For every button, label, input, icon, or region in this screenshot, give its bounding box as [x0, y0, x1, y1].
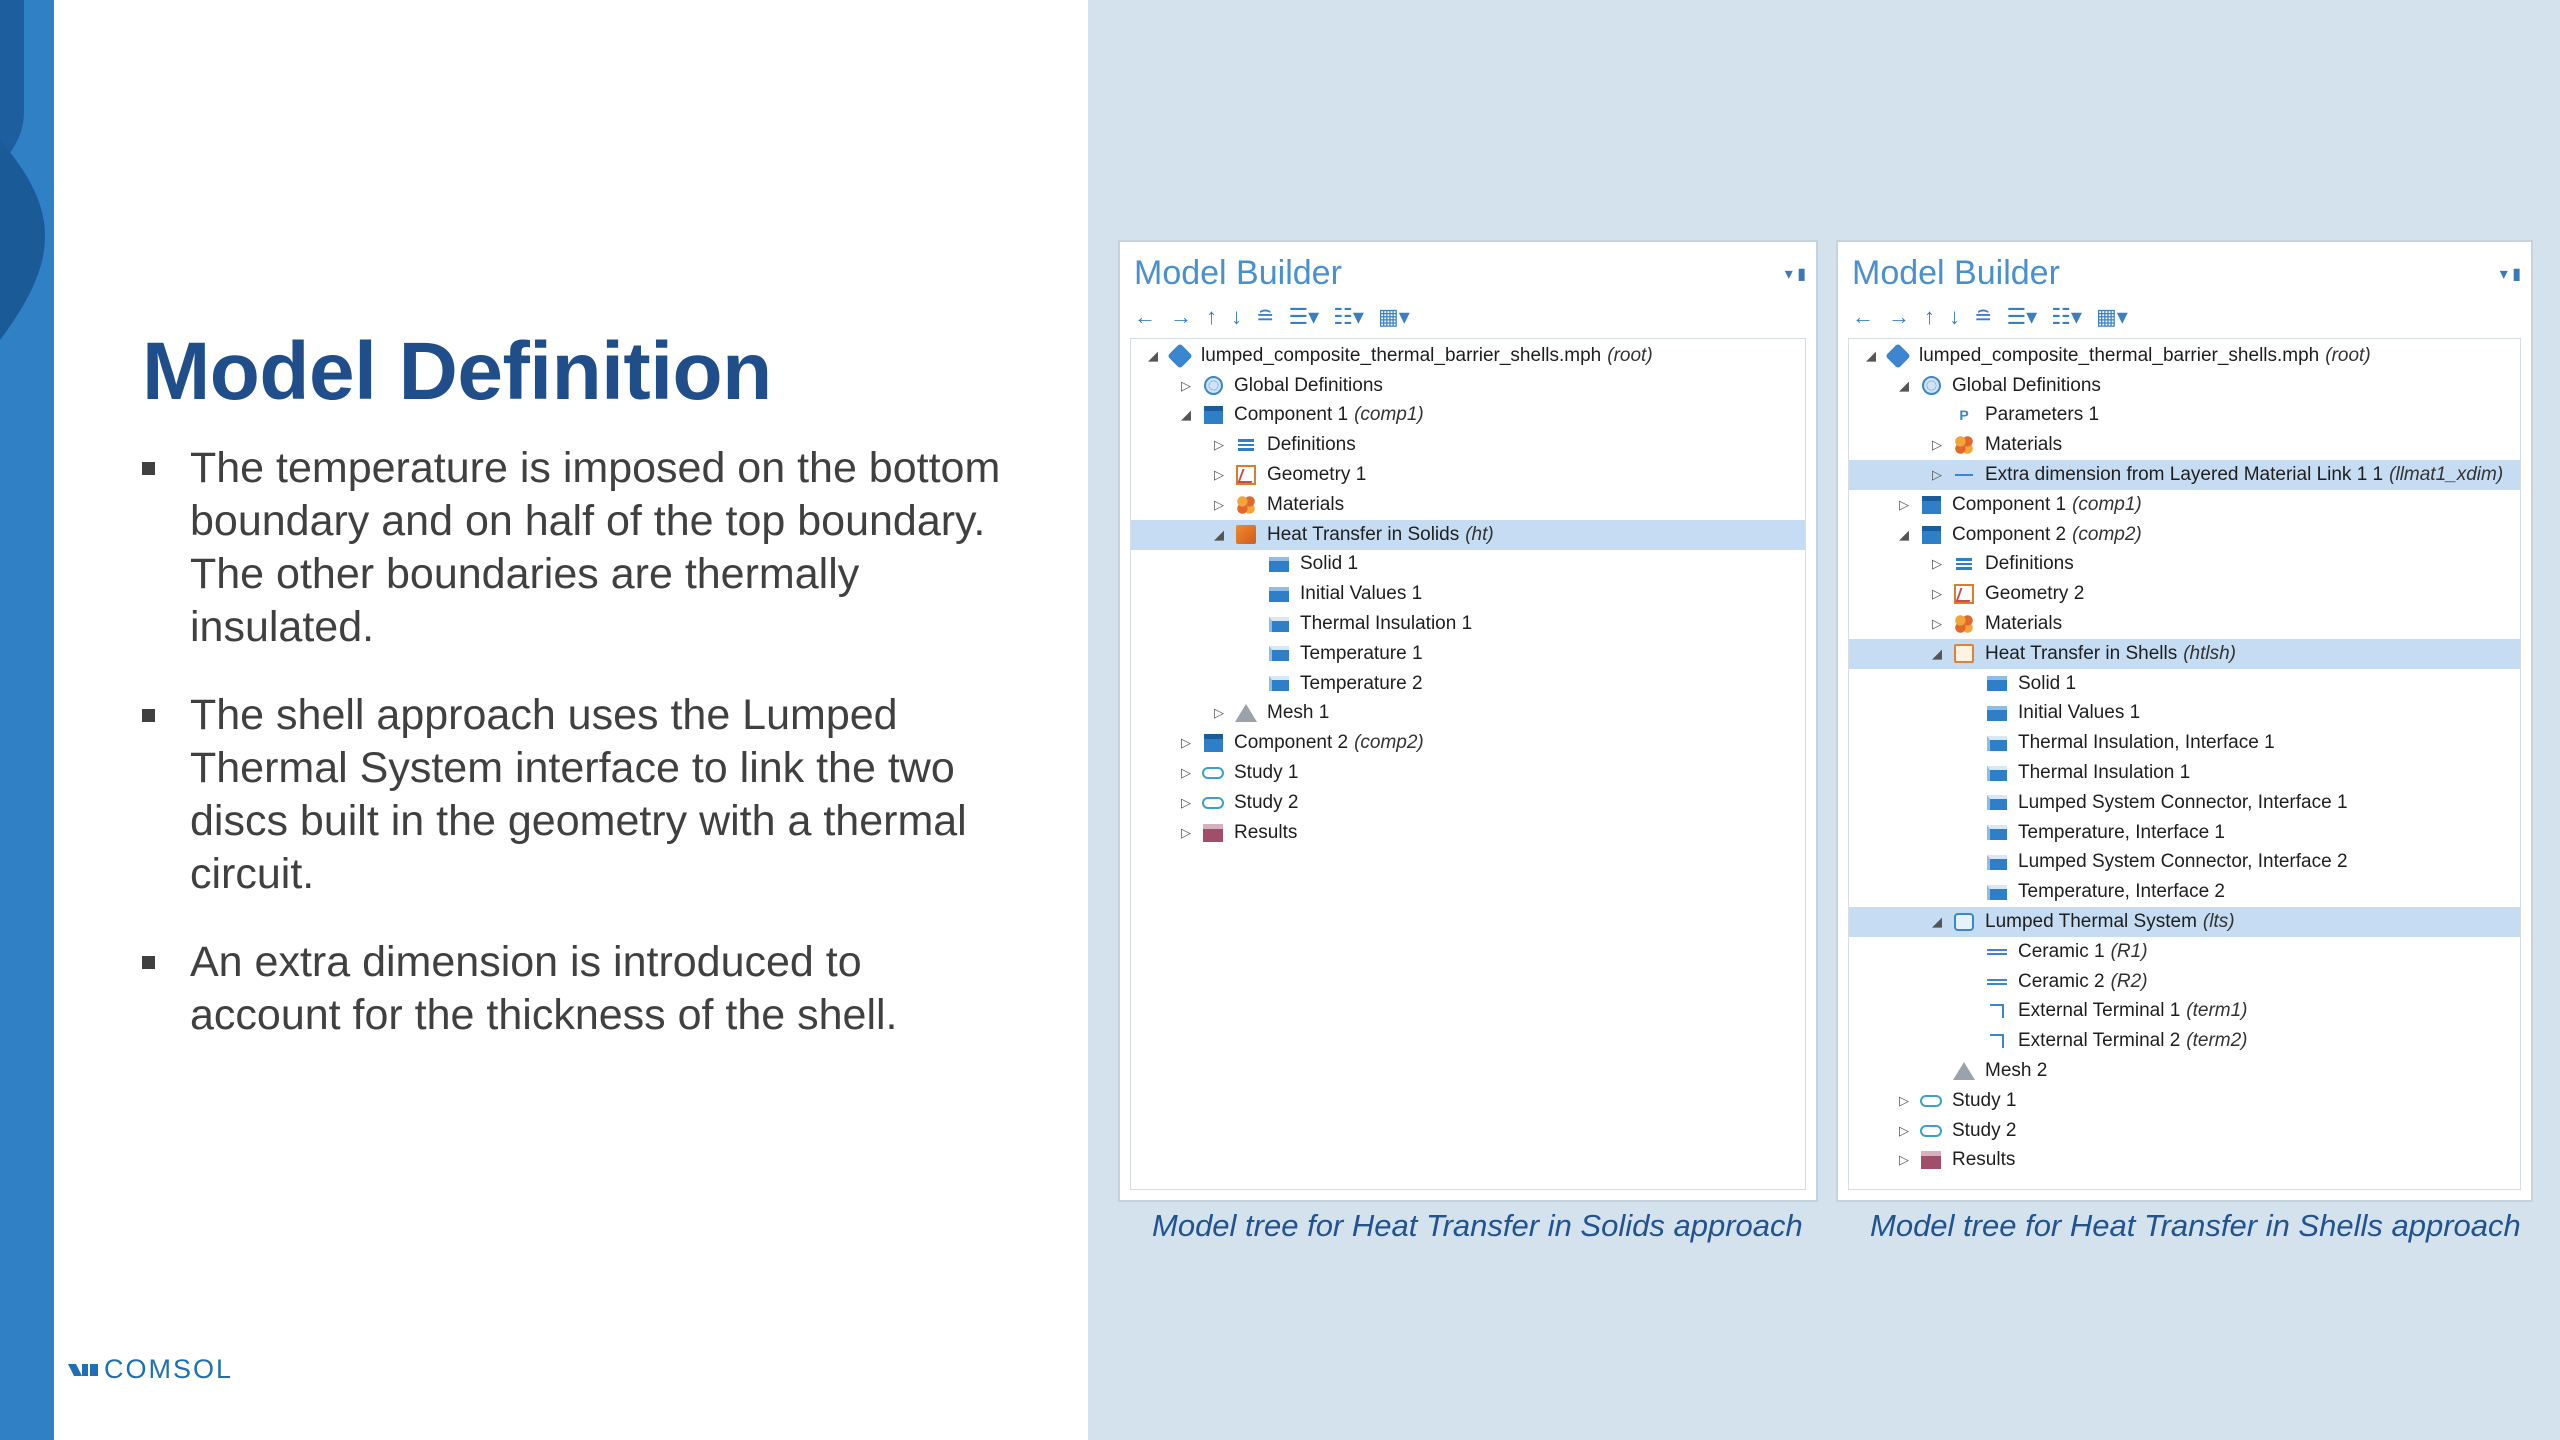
tree-node[interactable] [1849, 401, 2520, 431]
tree-node-label: Initial Values 1 [2018, 702, 2141, 724]
panel-menu-icon[interactable]: ▾ ▮ [1784, 266, 1806, 283]
tree-node[interactable] [1849, 937, 2520, 967]
tree-node[interactable] [1131, 728, 1805, 758]
tree-node[interactable] [1849, 460, 2520, 490]
tree-node[interactable] [1131, 520, 1805, 550]
show-icon[interactable]: ≘ [1974, 304, 1993, 329]
tree-node-label: Global Definitions [1952, 374, 2101, 396]
model-builder-shells [1836, 240, 2533, 1202]
bullet-marker [142, 709, 155, 722]
collapse-toggle-icon[interactable]: ▷ [1899, 1092, 1909, 1108]
expand-toggle-icon[interactable]: ◢ [1148, 347, 1158, 363]
boundary-node-icon [1986, 882, 2008, 902]
tree-node[interactable] [1131, 669, 1805, 699]
tree-node[interactable] [1849, 371, 2520, 401]
tree-node-label: Component 2 [1234, 732, 1349, 754]
tree-node-label: Lumped Thermal System [1985, 911, 2197, 933]
model-builder-solids [1118, 240, 1818, 1202]
tree-node[interactable] [1849, 967, 2520, 997]
tree-node[interactable] [1849, 520, 2520, 550]
domain-node-icon [1268, 584, 1290, 604]
bullet-list [142, 442, 1002, 1077]
bullet-item [142, 936, 1002, 1042]
terminal-icon [1986, 1001, 2008, 1021]
tree-node-label: Extra dimension from Layered Material Link 1 1 [1985, 464, 2384, 486]
expand-icon[interactable]: ☷▾ [1333, 304, 1364, 329]
grid-view-icon[interactable]: ▦▾ [2095, 304, 2128, 329]
terminal-icon [1986, 1031, 2008, 1051]
tree-node-label: Thermal Insulation 1 [1300, 613, 1473, 635]
collapse-toggle-icon[interactable]: ▷ [1181, 377, 1191, 393]
parameters-icon: P [1959, 407, 1969, 424]
component-icon [1920, 525, 1942, 545]
comsol-logo [68, 1354, 233, 1385]
boundary-node-icon [1986, 823, 2008, 843]
move-down-icon[interactable]: ↓ [1231, 304, 1242, 329]
collapse-toggle-icon[interactable]: ▷ [1181, 765, 1191, 781]
tree-node-label: Heat Transfer in Shells [1985, 642, 2178, 664]
caption-solids: Model tree for Heat Transfer in Solids approach [1152, 1208, 1803, 1243]
bullet-text: An extra dimension is introduced to account for the thickness of the shell. [190, 938, 898, 1039]
collapse-toggle-icon[interactable]: ▷ [1899, 1122, 1909, 1138]
tree-node-tag: (R1) [2110, 940, 2148, 962]
grid-view-icon[interactable]: ▦▾ [1377, 304, 1410, 329]
tree-node[interactable] [1849, 848, 2520, 878]
results-icon [1920, 1150, 1942, 1170]
collapse-toggle-icon[interactable]: ▷ [1214, 705, 1224, 721]
collapse-icon[interactable]: ☰▾ [1288, 304, 1320, 329]
tree-node-label: Mesh 2 [1985, 1060, 2048, 1082]
tree-node[interactable] [1131, 639, 1805, 669]
back-arrow-icon[interactable]: ← [1134, 304, 1156, 329]
tree-node-label: Initial Values 1 [1300, 583, 1423, 605]
panel-menu-icon[interactable]: ▾ ▮ [2499, 266, 2521, 283]
left-edge-decoration [0, 0, 54, 1440]
forward-arrow-icon[interactable]: → [1888, 304, 1910, 329]
tree-node[interactable] [1849, 490, 2520, 520]
tree-node-label: Materials [1985, 613, 2063, 635]
tree-node-label: Results [1234, 821, 1298, 843]
bullet-marker [142, 462, 155, 475]
mesh-icon [1235, 703, 1257, 723]
collapse-toggle-icon[interactable]: ▷ [1932, 437, 1942, 453]
tree-node[interactable] [1849, 639, 2520, 669]
materials-icon [1953, 435, 1975, 455]
tree-node-tag: (htlsh) [2183, 642, 2236, 664]
globe-icon [1202, 376, 1224, 396]
materials-icon [1235, 495, 1257, 515]
collapse-icon[interactable]: ☰▾ [2006, 304, 2038, 329]
model-builder-toolbar [1852, 302, 2128, 332]
move-up-icon[interactable]: ↑ [1924, 304, 1935, 329]
tree-node[interactable] [1849, 818, 2520, 848]
bullet-item [142, 442, 1002, 654]
tree-node[interactable] [1131, 490, 1805, 520]
tree-node[interactable] [1849, 1146, 2520, 1176]
collapse-toggle-icon[interactable]: ▷ [1899, 496, 1909, 512]
tree-node[interactable] [1131, 550, 1805, 580]
tree-node-label: Ceramic 2 [2018, 970, 2105, 992]
resistor-icon [1986, 972, 2008, 992]
tree-node[interactable] [1849, 877, 2520, 907]
collapse-toggle-icon[interactable]: ▷ [1181, 824, 1191, 840]
tree-node-tag: (comp1) [1354, 404, 1424, 426]
boundary-node-icon [1268, 644, 1290, 664]
tree-node-label: Temperature 1 [1300, 642, 1423, 664]
back-arrow-icon[interactable]: ← [1852, 304, 1874, 329]
logo-text: COMSOL [104, 1354, 234, 1384]
collapse-toggle-icon[interactable]: ▷ [1214, 496, 1224, 512]
tree-node-label: Geometry 1 [1267, 464, 1367, 486]
geometry-icon [1235, 465, 1257, 485]
study-icon [1920, 1121, 1942, 1141]
tree-node[interactable] [1849, 758, 2520, 788]
tree-node[interactable] [1131, 758, 1805, 788]
tree-node[interactable] [1849, 997, 2520, 1027]
results-icon [1202, 823, 1224, 843]
tree-node-label: Component 1 [1952, 493, 2067, 515]
boundary-node-icon [1268, 614, 1290, 634]
collapse-toggle-icon[interactable]: ▷ [1932, 556, 1942, 572]
tree-node-label: Definitions [1985, 553, 2074, 575]
expand-toggle-icon[interactable]: ◢ [1932, 914, 1942, 930]
domain-node-icon [1986, 674, 2008, 694]
bullet-text: The shell approach uses the Lumped Thermal System interface to link the two discs built in the geometry with a thermal circuit. [190, 691, 967, 898]
boundary-node-icon [1986, 763, 2008, 783]
expand-toggle-icon[interactable]: ◢ [1181, 407, 1191, 423]
expand-toggle-icon[interactable]: ◢ [1899, 526, 1909, 542]
tree-node-label: Thermal Insulation, Interface 1 [2018, 732, 2275, 754]
tree-node[interactable] [1849, 1056, 2520, 1086]
tree-node-label: Ceramic 1 [2018, 940, 2105, 962]
tree-node[interactable] [1849, 1116, 2520, 1146]
tree-node[interactable] [1131, 699, 1805, 729]
tree-node[interactable] [1131, 341, 1805, 371]
tree-node-label: Temperature, Interface 2 [2018, 881, 2225, 903]
tree-node-tag: (llmat1_xdim) [2389, 464, 2504, 486]
tree-node[interactable] [1849, 1026, 2520, 1056]
expand-toggle-icon[interactable]: ◢ [1932, 645, 1942, 661]
tree-node-label: Study 1 [1952, 1089, 2017, 1111]
tree-node-label: lumped_composite_thermal_barrier_shells.mph [1201, 344, 1602, 366]
tree-node-tag: (root) [1607, 344, 1653, 366]
tree-node[interactable] [1849, 430, 2520, 460]
collapse-toggle-icon[interactable]: ▷ [1932, 467, 1942, 483]
tree-node[interactable] [1849, 907, 2520, 937]
tree-node-tag: (comp1) [2072, 493, 2142, 515]
collapse-toggle-icon[interactable]: ▷ [1932, 586, 1942, 602]
slide-title: Model Definition [142, 326, 772, 417]
root-icon [1887, 346, 1909, 366]
model-builder-toolbar [1134, 302, 1410, 332]
tree-node[interactable] [1849, 728, 2520, 758]
tree-node[interactable] [1849, 550, 2520, 580]
tree-node-label: Solid 1 [2018, 672, 2077, 694]
tree-node[interactable] [1131, 788, 1805, 818]
study-icon [1202, 793, 1224, 813]
study-icon [1202, 763, 1224, 783]
root-icon [1169, 346, 1191, 366]
tree-node-tag: (R2) [2110, 970, 2148, 992]
tree-node-label: Materials [1985, 434, 2063, 456]
tree-node[interactable] [1131, 579, 1805, 609]
forward-arrow-icon[interactable]: → [1170, 304, 1192, 329]
expand-icon[interactable]: ☷▾ [2051, 304, 2082, 329]
collapse-toggle-icon[interactable]: ▷ [1181, 794, 1191, 810]
model-tree [1131, 339, 1805, 848]
expand-toggle-icon[interactable]: ◢ [1214, 526, 1224, 542]
tree-node-label: Solid 1 [1300, 553, 1359, 575]
tree-node-label: Heat Transfer in Solids [1267, 523, 1460, 545]
tree-node-tag: (comp2) [2072, 523, 2142, 545]
bullet-text: The temperature is imposed on the bottom boundary and on half of the top boundary. The other boundaries are thermally insulated. [190, 444, 1001, 651]
tree-node-label: Mesh 1 [1267, 702, 1330, 724]
tree-node-label: Study 2 [1952, 1119, 2017, 1141]
tree-node-label: Thermal Insulation 1 [2018, 762, 2191, 784]
study-icon [1920, 1091, 1942, 1111]
collapse-toggle-icon[interactable]: ▷ [1181, 735, 1191, 751]
tree-node-label: Component 1 [1234, 404, 1349, 426]
collapse-toggle-icon[interactable]: ▷ [1932, 616, 1942, 632]
tree-node[interactable] [1131, 460, 1805, 490]
caption-shells: Model tree for Heat Transfer in Shells approach [1870, 1208, 2521, 1243]
collapse-toggle-icon[interactable]: ▷ [1899, 1152, 1909, 1168]
expand-toggle-icon[interactable]: ◢ [1866, 347, 1876, 363]
tree-node-label: Temperature 2 [1300, 672, 1423, 694]
tree-node-tag: (comp2) [1354, 732, 1424, 754]
component-icon [1202, 733, 1224, 753]
tree-node[interactable] [1131, 430, 1805, 460]
extra-dimension-icon [1953, 465, 1975, 485]
tree-node-label: lumped_composite_thermal_barrier_shells.mph [1919, 344, 2320, 366]
tree-node-tag: (root) [2325, 344, 2371, 366]
tree-node-label: Materials [1267, 493, 1345, 515]
definitions-icon [1953, 554, 1975, 574]
boundary-node-icon [1986, 793, 2008, 813]
tree-node-tag: (ht) [1465, 523, 1494, 545]
tree-node[interactable] [1849, 788, 2520, 818]
show-icon[interactable]: ≘ [1256, 304, 1275, 329]
tree-node-tag: (term1) [2186, 1000, 2248, 1022]
lumped-system-icon [1953, 912, 1975, 932]
materials-icon [1953, 614, 1975, 634]
model-builder-title: Model Builder [1134, 254, 1342, 292]
model-tree [1849, 339, 2520, 1175]
tree-container [1130, 338, 1806, 1190]
tree-node-tag: (term2) [2186, 1030, 2248, 1052]
tree-node-label: Geometry 2 [1985, 583, 2085, 605]
bullet-item [142, 689, 1002, 901]
tree-node-label: External Terminal 1 [2018, 1000, 2181, 1022]
tree-node[interactable] [1131, 371, 1805, 401]
collapse-toggle-icon[interactable]: ▷ [1214, 467, 1224, 483]
tree-node[interactable] [1849, 341, 2520, 371]
move-down-icon[interactable]: ↓ [1949, 304, 1960, 329]
tree-node[interactable] [1131, 609, 1805, 639]
boundary-node-icon [1986, 852, 2008, 872]
component-icon [1202, 405, 1224, 425]
model-builder-title: Model Builder [1852, 254, 2060, 292]
component-icon [1920, 495, 1942, 515]
mesh-icon [1953, 1061, 1975, 1081]
resistor-icon [1986, 942, 2008, 962]
definitions-icon [1235, 435, 1257, 455]
tree-node[interactable] [1131, 401, 1805, 431]
tree-node-label: Results [1952, 1149, 2016, 1171]
tree-node-label: Definitions [1267, 434, 1356, 456]
tree-node[interactable] [1131, 818, 1805, 848]
shell-icon [1953, 644, 1975, 664]
collapse-toggle-icon[interactable]: ▷ [1214, 437, 1224, 453]
tree-node-tag: (lts) [2202, 911, 2235, 933]
geometry-icon [1953, 584, 1975, 604]
tree-node-label: Component 2 [1952, 523, 2067, 545]
move-up-icon[interactable]: ↑ [1206, 304, 1217, 329]
tree-node-label: Temperature, Interface 1 [2018, 821, 2225, 843]
tree-node-label: Lumped System Connector, Interface 1 [2018, 791, 2348, 813]
bullet-marker [142, 956, 155, 969]
tree-node-label: External Terminal 2 [2018, 1030, 2181, 1052]
tree-container [1848, 338, 2521, 1190]
boundary-node-icon [1268, 674, 1290, 694]
tree-node-label: Lumped System Connector, Interface 2 [2018, 851, 2348, 873]
tree-node[interactable] [1849, 579, 2520, 609]
comsol-logo-icon [68, 1360, 100, 1380]
domain-node-icon [1986, 703, 2008, 723]
tree-node-label: Parameters 1 [1985, 404, 2100, 426]
heat-transfer-icon [1235, 525, 1257, 545]
tree-node[interactable] [1849, 609, 2520, 639]
tree-node-label: Global Definitions [1234, 374, 1383, 396]
boundary-node-icon [1986, 733, 2008, 753]
tree-node[interactable] [1849, 669, 2520, 699]
tree-node-label: Study 1 [1234, 762, 1299, 784]
globe-icon [1920, 376, 1942, 396]
domain-node-icon [1268, 554, 1290, 574]
tree-node[interactable] [1849, 1086, 2520, 1116]
tree-node-label: Study 2 [1234, 791, 1299, 813]
tree-node[interactable] [1849, 699, 2520, 729]
expand-toggle-icon[interactable]: ◢ [1899, 377, 1909, 393]
